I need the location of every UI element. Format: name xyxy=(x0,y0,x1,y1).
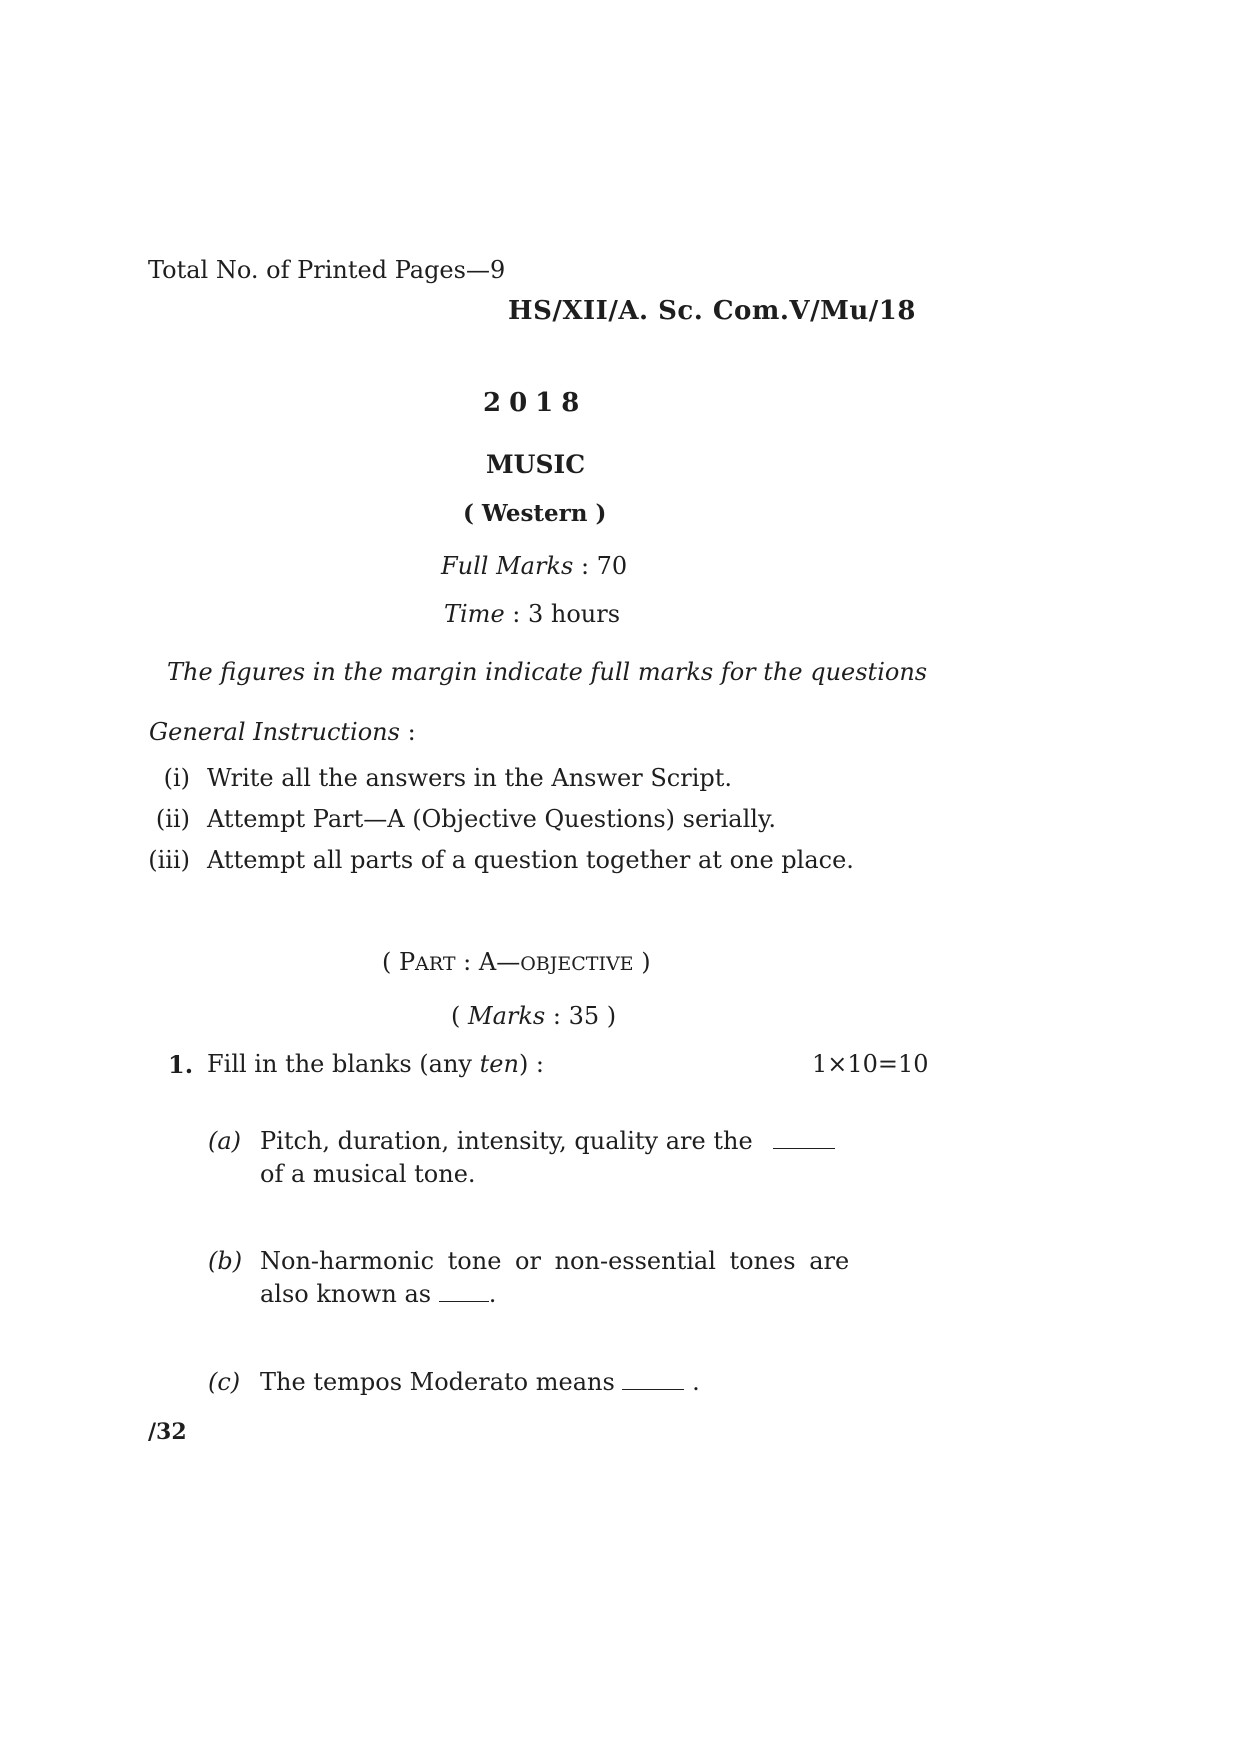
instruction-text: Write all the answers in the Answer Script. xyxy=(207,764,732,792)
margin-note: The figures in the margin indicate full marks for the questions xyxy=(167,658,928,686)
subquestion-line-1: Non-harmonic tone or non-essential tones are xyxy=(260,1247,850,1275)
exam-time xyxy=(444,600,620,628)
page-code: /32 xyxy=(148,1419,187,1445)
question-text-end: ) : xyxy=(518,1050,545,1078)
full-marks-value: : 70 xyxy=(573,552,628,580)
printed-pages-note: Total No. of Printed Pages—9 xyxy=(148,256,506,284)
subquestion-text: The tempos Moderato means xyxy=(260,1368,623,1396)
subquestion-text-end: . xyxy=(488,1280,497,1308)
exam-year: 2018 xyxy=(483,388,588,418)
answer-blank xyxy=(622,1369,684,1390)
instruction-number: (ii) xyxy=(155,805,190,833)
part-close-paren: ) xyxy=(633,948,651,976)
instruction-number: (i) xyxy=(163,764,190,792)
exam-sub-subject: ( Western ) xyxy=(463,500,607,527)
part-word-rest: ART xyxy=(415,953,456,975)
part-heading xyxy=(382,948,651,976)
part-letter: : A— xyxy=(455,948,521,976)
time-value: : 3 hours xyxy=(504,600,621,628)
subquestion-line-1 xyxy=(260,1368,700,1396)
part-marks-value: : 35 ) xyxy=(545,1002,617,1030)
subquestion-text-end: . xyxy=(684,1368,700,1396)
general-instructions-colon: : xyxy=(399,718,416,746)
part-type: OBJECTIVE xyxy=(520,953,634,975)
subquestion-line-1 xyxy=(260,1127,835,1155)
full-marks-label: Full Marks xyxy=(441,552,574,580)
paper-code: HS/XII/A. Sc. Com.V/Mu/18 xyxy=(508,296,916,326)
general-instructions-heading xyxy=(149,718,416,746)
subquestion-line-2 xyxy=(260,1280,496,1308)
subquestion-text: Pitch, duration, intensity, quality are the xyxy=(260,1127,753,1155)
subquestion-label: (c) xyxy=(208,1368,241,1396)
question-text-emphasis: ten xyxy=(479,1050,519,1078)
instruction-text: Attempt Part—A (Objective Questions) serially. xyxy=(207,805,776,833)
question-number: 1. xyxy=(168,1050,194,1079)
general-instructions-label: General Instructions xyxy=(149,718,400,746)
question-marks: 1×10=10 xyxy=(812,1050,929,1078)
part-open-paren: ( xyxy=(382,948,399,976)
part-marks-open: ( xyxy=(451,1002,468,1030)
subquestion-label: (b) xyxy=(208,1247,243,1275)
instruction-text: Attempt all parts of a question together at one place. xyxy=(207,846,854,874)
question-text xyxy=(207,1050,544,1078)
instruction-number: (iii) xyxy=(148,846,190,874)
part-marks xyxy=(451,1002,616,1030)
subquestion-line-2: of a musical tone. xyxy=(260,1160,476,1188)
question-text-start: Fill in the blanks (any xyxy=(207,1050,480,1078)
part-marks-label: Marks xyxy=(468,1002,546,1030)
answer-blank xyxy=(439,1281,489,1302)
exam-subject: MUSIC xyxy=(486,450,586,479)
answer-blank xyxy=(773,1128,835,1149)
subquestion-label: (a) xyxy=(208,1127,242,1155)
part-word-initial: P xyxy=(399,948,416,976)
full-marks xyxy=(441,552,627,580)
time-label: Time xyxy=(444,600,505,628)
subquestion-text: also known as xyxy=(260,1280,439,1308)
